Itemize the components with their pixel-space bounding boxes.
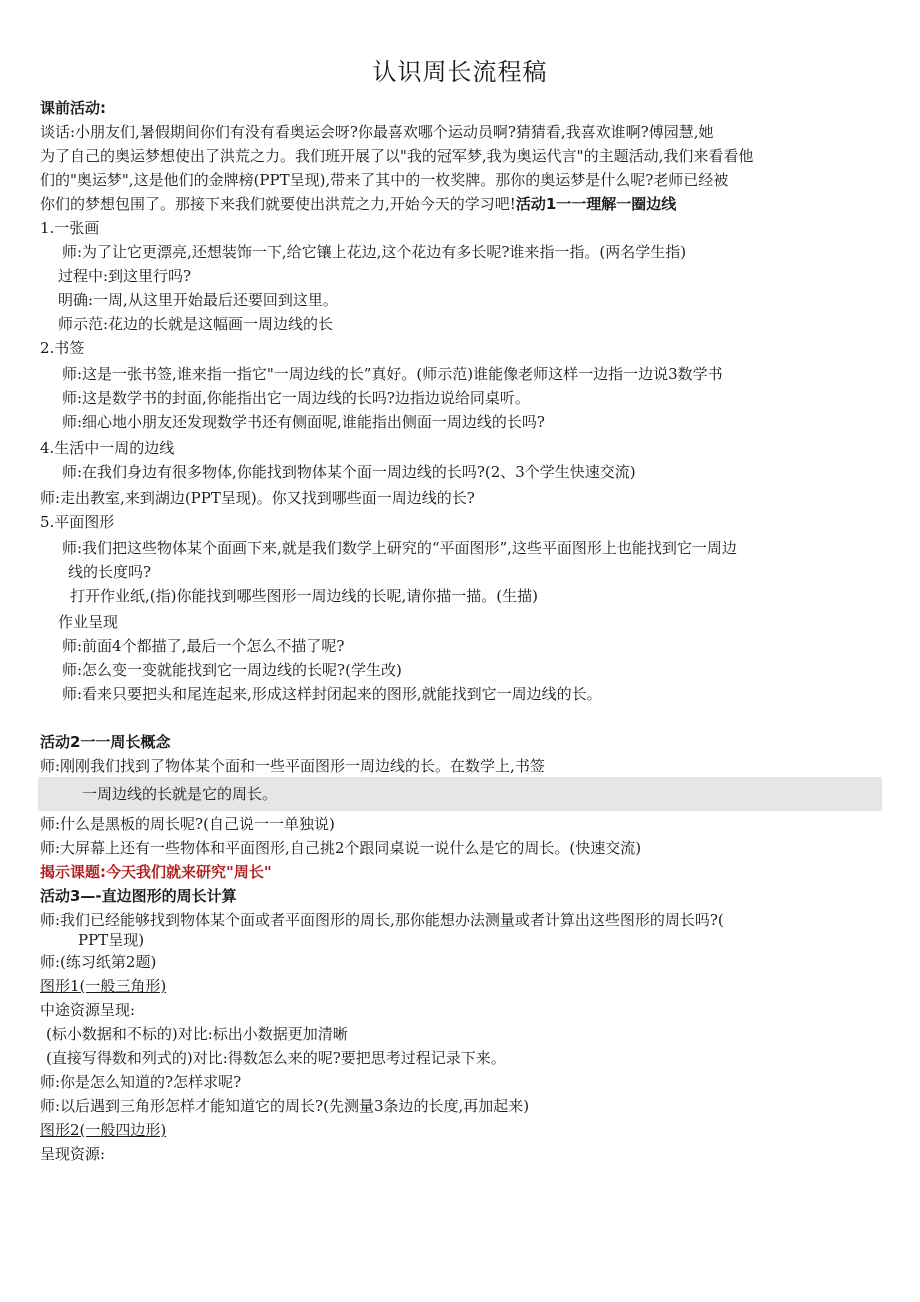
text-line: 师:这是数学书的封面,你能指出它一周边线的长吗?边指边说给同桌听。 [62, 389, 530, 407]
reveal-topic: 揭示课题:今天我们就来研究"周长" [40, 863, 272, 881]
text-line: 明确:一周,从这里开始最后还要回到这里。 [58, 291, 338, 309]
text-line: 师:以后遇到三角形怎样才能知道它的周长?(先测量3条边的长度,再加起来) [40, 1097, 530, 1115]
intro-paragraph-line: 为了自己的奥运梦想使出了洪荒之力。我们班开展了以"我的冠军梦,我为奥运代言"的主题活动,我们来看看他 [40, 147, 754, 165]
figure2-label: 图形2(一般四边形) [40, 1121, 167, 1139]
activity1-heading: 活动1一一理解一圈边线 [515, 195, 677, 213]
section-title: 2.书签 [40, 339, 85, 357]
text-line: 师示范:花边的长就是这幅画一周边线的长 [58, 315, 334, 333]
text-line: 呈现资源: [40, 1145, 106, 1163]
text-line: 师:为了让它更漂亮,还想装饰一下,给它镶上花边,这个花边有多长呢?谁来指一指。(两名学生指) [62, 243, 687, 261]
definition-line: 一周边线的长就是它的周长。 [82, 785, 278, 803]
text-line: 师:这是一张书签,谁来指一指它"一周边线的长”真好。(师示范)谁能像老师这样一边指一边说3数学书 [62, 365, 723, 383]
figure1-label: 图形1(一般三角形) [40, 977, 167, 995]
page-title: 认识周长流程稿 [372, 58, 548, 86]
text-line: (标小数据和不标的)对比:标出小数据更加清晰 [46, 1025, 348, 1043]
intro-paragraph-text: 你们的梦想包围了。那接下来我们就要使出洪荒之力,开始今天的学习吧! [40, 195, 516, 213]
text-line: 打开作业纸,(指)你能找到哪些图形一周边线的长呢,请你描一描。(生描) [70, 587, 538, 605]
text-line: 师:(练习纸第2题) [40, 953, 157, 971]
text-line: 作业呈现 [58, 613, 119, 631]
text-line: 中途资源呈现: [40, 1001, 136, 1019]
text-line: 师:大屏幕上还有一些物体和平面图形,自己挑2个跟同桌说一说什么是它的周长。(快速交流) [40, 839, 642, 857]
text-line: 师:怎么变一变就能找到它一周边线的长呢?(学生改) [62, 661, 402, 679]
section-title: 5.平面图形 [40, 513, 115, 531]
text-line: PPT呈现) [78, 931, 145, 949]
text-line: 师:在我们身边有很多物体,你能找到物体某个面一周边线的长吗?(2、3个学生快速交流) [62, 463, 636, 481]
text-line: 师:你是怎么知道的?怎样求呢? [40, 1073, 242, 1091]
text-line: (直接写得数和列式的)对比:得数怎么来的呢?要把思考过程记录下来。 [46, 1049, 506, 1067]
activity3-heading: 活动3—-直边图形的周长计算 [40, 887, 237, 905]
text-line: 师:前面4个都描了,最后一个怎么不描了呢? [62, 637, 345, 655]
text-line: 师:刚刚我们找到了物体某个面和一些平面图形一周边线的长。在数学上,书签 [40, 757, 545, 775]
text-line: 过程中:到这里行吗? [58, 267, 192, 285]
text-line: 线的长度吗? [68, 563, 152, 581]
text-line: 师:我们把这些物体某个面画下来,就是我们数学上研究的“平面图形”,这些平面图形上也能找到它一周边 [62, 539, 737, 557]
text-line: 师:什么是黑板的周长呢?(自己说一一单独说) [40, 815, 335, 833]
text-line: 师:看来只要把头和尾连起来,形成这样封闭起来的图形,就能找到它一周边线的长。 [62, 685, 602, 703]
section-title: 1.一张画 [40, 219, 100, 237]
section-title: 4.生活中一周的边线 [40, 439, 175, 457]
activity2-heading: 活动2一一周长概念 [40, 733, 171, 751]
intro-paragraph-line: 谈话:小朋友们,暑假期间你们有没有看奥运会呀?你最喜欢哪个运动员啊?猜猜看,我喜欢谁啊?傅园慧,她 [40, 123, 714, 141]
intro-paragraph-line [40, 192, 885, 216]
intro-paragraph-line: 们的"奥运梦",这是他们的金牌榜(PPT呈现),带来了其中的一枚奖牌。那你的奥运梦是什么呢?老师已经被 [40, 171, 729, 189]
pre-activity-heading: 课前活动: [40, 99, 106, 117]
text-line: 师:我们已经能够找到物体某个面或者平面图形的周长,那你能想办法测量或者计算出这些图形的周长吗?( [40, 911, 724, 929]
text-line: 师:走出教室,来到湖边(PPT呈现)。你又找到哪些面一周边线的长? [40, 489, 475, 507]
text-line: 师:细心地小朋友还发现数学书还有侧面呢,谁能指出侧面一周边线的长吗? [62, 413, 545, 431]
